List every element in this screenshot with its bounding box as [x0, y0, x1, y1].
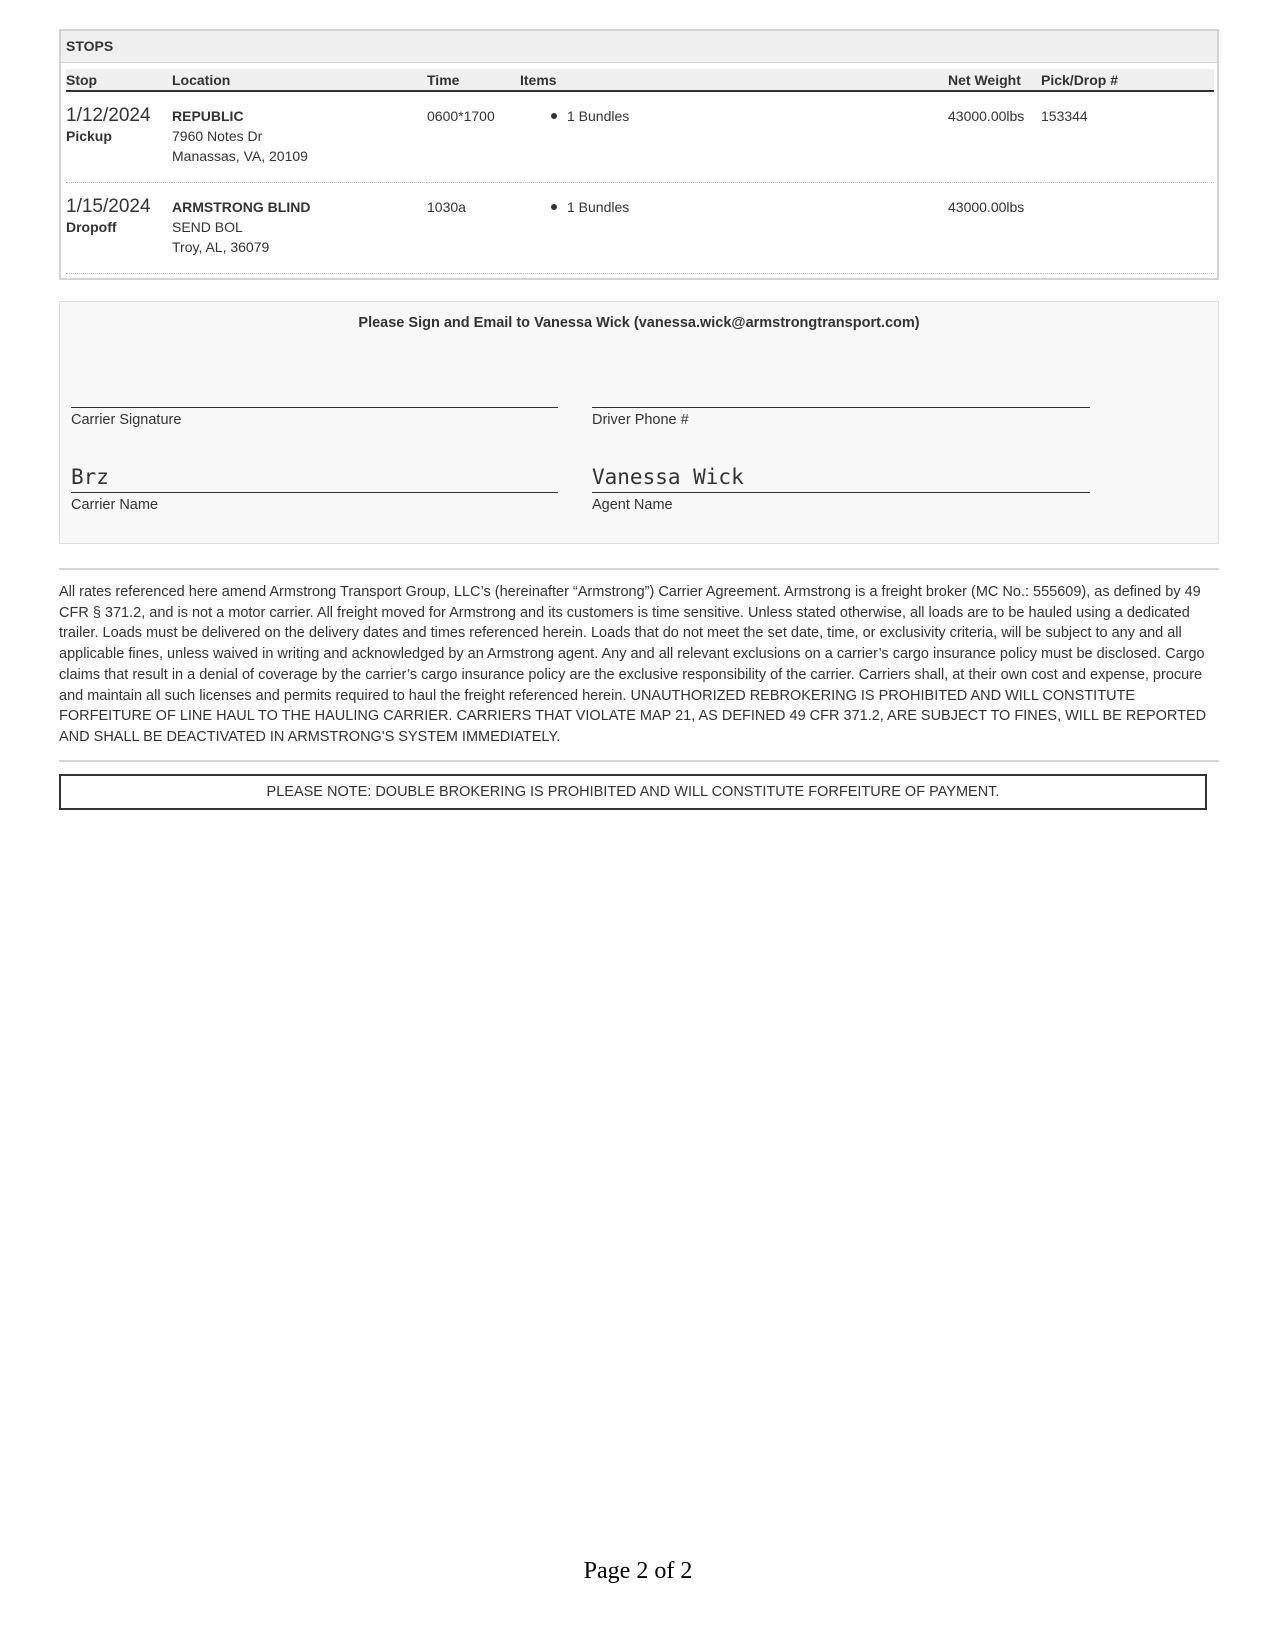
agent-name-line[interactable] [592, 492, 1090, 493]
table-row [66, 91, 1214, 183]
stop-item: 1 Bundles [567, 199, 630, 215]
stop-time: 1030a [427, 199, 466, 215]
location-address: 7960 Notes Dr [172, 128, 263, 144]
col-header-items: Items [520, 69, 948, 91]
page-number: Page 2 of 2 [583, 1558, 693, 1584]
stop-type: Dropoff [66, 219, 117, 235]
col-header-net-weight: Net Weight [948, 69, 1041, 91]
sign-instructions: Please Sign and Email to Vanessa Wick (vanessa.wick@armstrongtransport.com) [358, 315, 920, 331]
carrier-name-value: Brz [71, 465, 109, 489]
driver-phone-label: Driver Phone # [592, 412, 689, 428]
divider [59, 760, 1219, 762]
carrier-name-line[interactable] [71, 492, 558, 493]
bullet-icon [551, 204, 557, 210]
divider [59, 568, 1219, 570]
carrier-signature-label: Carrier Signature [71, 412, 182, 428]
carrier-signature-line[interactable] [71, 407, 558, 408]
carrier-name-label: Carrier Name [71, 497, 159, 513]
net-weight: 43000.00lbs [948, 108, 1025, 124]
stop-time: 0600*1700 [427, 108, 495, 124]
signature-panel [59, 301, 1219, 544]
bullet-icon [551, 113, 557, 119]
col-header-pick-drop: Pick/Drop # [1041, 69, 1214, 91]
col-header-time: Time [427, 69, 520, 91]
location-city: Manassas, VA, 20109 [172, 148, 308, 164]
col-header-location: Location [172, 69, 427, 91]
col-header-stop: Stop [66, 69, 172, 91]
pick-drop-number: 153344 [1041, 108, 1088, 124]
stop-item: 1 Bundles [567, 108, 630, 124]
location-name: REPUBLIC [172, 108, 244, 124]
stops-table [66, 69, 1214, 274]
stops-section-title: STOPS [61, 31, 1217, 63]
location-name: ARMSTRONG BLIND [172, 199, 311, 215]
agent-name-label: Agent Name [592, 497, 673, 513]
stops-panel [59, 29, 1219, 280]
double-brokering-note: PLEASE NOTE: DOUBLE BROKERING IS PROHIBITED AND WILL CONSTITUTE FORFEITURE OF PAYMENT. [59, 774, 1207, 810]
driver-phone-line[interactable] [592, 407, 1090, 408]
location-city: Troy, AL, 36079 [172, 239, 270, 255]
stop-type: Pickup [66, 128, 112, 144]
stop-date: 1/15/2024 [66, 196, 151, 217]
location-address: SEND BOL [172, 219, 243, 235]
legal-terms: All rates referenced here amend Armstrong Transport Group, LLC’s (hereinafter “Armstrong”) Carrier Agreement. Armstrong is a freight broker (MC No.: 555609), as defined by 49 CFR § 371.2, and is not a motor carrier. All freight moved for Armstrong and its customers is time sensitive. Unless stated otherwise, all loads are to be hauled using a dedicated trailer. Loads must be delivered on the delivery dates and times referenced herein. Loads that do not meet the set date, time, or exclusivity criteria, will be subject to any and all applicable fines, unless waived in writing and acknowledged by an Armstrong agent. Any and all relevant exclusions on a carrier’s cargo insurance policy must be disclosed. Cargo claims that result in a denial of coverage by the carrier’s cargo insurance policy are the exclusive responsibility of the carrier. Carriers shall, at their own cost and expense, procure and maintain all such licenses and permits required to haul the freight referenced herein. UNAUTHORIZED REBROKERING IS PROHIBITED AND WILL CONSTITUTE FORFEITURE OF LINE HAUL TO THE HAULING CARRIER. CARRIERS THAT VIOLATE MAP 21, AS DEFINED 49 CFR 371.2, ARE SUBJECT TO FINES, WILL BE REPORTED AND SHALL BE DEACTIVATED IN ARMSTRONG'S SYSTEM IMMEDIATELY. [59, 584, 1207, 745]
agent-name-value: Vanessa Wick [592, 465, 744, 489]
net-weight: 43000.00lbs [948, 199, 1025, 215]
stops-header-row [66, 69, 1214, 91]
table-row [66, 183, 1214, 274]
stop-date: 1/12/2024 [66, 105, 151, 126]
